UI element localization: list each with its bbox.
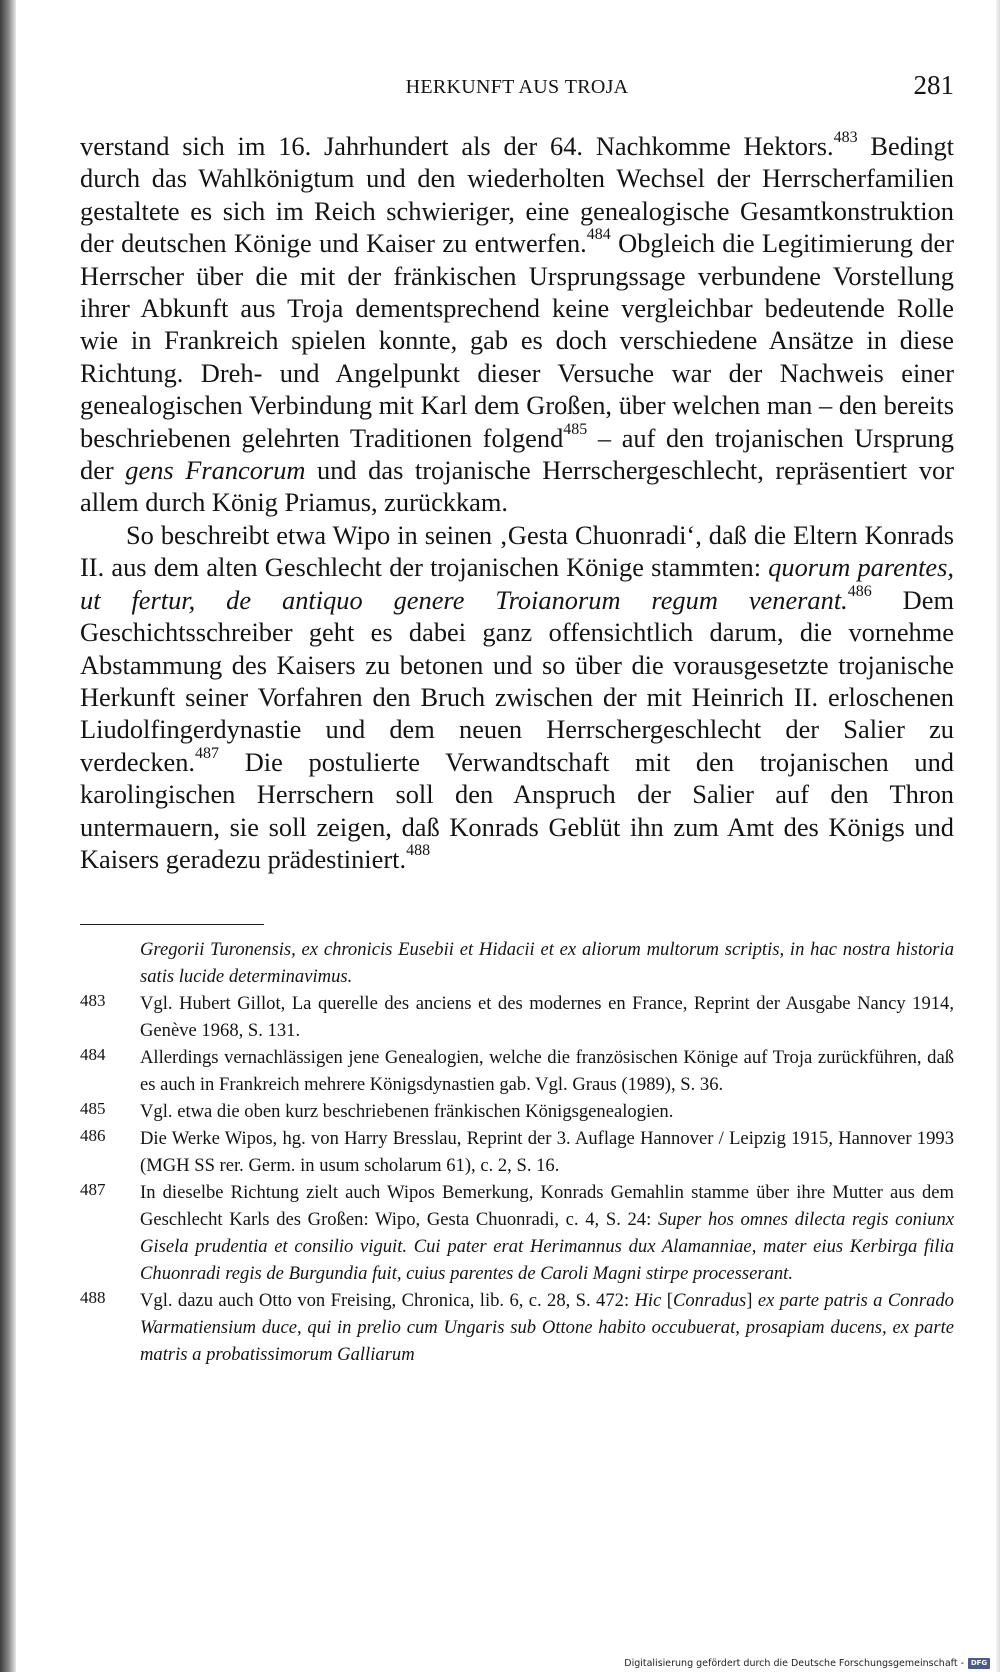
footnote-ref: 483 [833,129,858,147]
text-run: und das trojanische Herrschergeschlecht, repräsentiert vor allem durch König Priamus, zurückkam. [80,455,955,518]
latin-quote: Hic [634,1290,662,1311]
dfg-logo-icon: DFG [968,1658,990,1669]
footnote-ref: 487 [195,744,220,762]
footnote-486 [80,1125,954,1179]
footnote-number: 485 [80,1099,106,1118]
footnote-number: 488 [80,1288,106,1307]
latin-quote: Conradus [672,1290,747,1311]
latin-quote: ex parte patris a Conrado Warmatiensium duce, qui in prelio cum Ungaris sub Ottone habito occubuerat, prosapiam ducens, ex parte matris a probatissimorum Galliarum [140,1290,954,1365]
running-title [80,76,954,99]
book-binding-shadow [0,0,16,1672]
text-run: verstand sich im 16. Jahrhundert als der 64. Nachkomme Hektors. [80,131,834,161]
footnote-number: 486 [80,1126,106,1145]
text-run: – auf den trojanischen Ursprung der [80,422,954,486]
text-run: Dem Geschichtsschreiber geht es dabei ganz offensichtlich darum, die vornehme Abstammung des Kaisers zu betonen und so über die vorausgesetzte trojanische Herkunft seiner Vorfahren den Bruch zwischen der mit Heinrich II. erloschenen Liudolfingerdynastie und dem neuen Herrschergeschlecht der Salier zu verdecken. [80,584,954,777]
digitization-credit [624,1656,990,1670]
latin-quote: Super hos omnes dilecta regis coniunx Gisela prudentia et consilio viguit. Cui pater erat Herimannus dux Alamanniae, mater eius Kerbirga filia Chuonradi regis de Burgundia fuit, cuius parentes de Caroli Magni stirpe processerant. [140,1209,954,1284]
footnote-number: 487 [80,1180,106,1199]
text-run: Die postulierte Verwandtschaft mit den trojanischen und karolingischen Herrschern soll den Anspruch der Salier auf den Thron untermauern, sie soll zeigen, daß Konrads Geblüt ihn zum Amt des Königs und Kaisers geradezu prädestiniert. [80,746,954,874]
main-text [80,130,954,875]
footnote-separator [80,924,264,925]
footnote-ref: 488 [406,842,431,860]
footnote-text: Vgl. Hubert Gillot, La querelle des anciens et des modernes en France, Reprint der Ausgabe Nancy 1914, Genève 1968, S. 131. [140,993,954,1041]
bracket: ] [746,1290,758,1311]
footnote-carryover [80,936,954,990]
credit-text: Digitalisierung gefördert durch die Deutsche Forschungsgemeinschaft - [624,1657,964,1669]
footnote-text: Vgl. etwa die oben kurz beschriebenen fränkischen Königsgenealogien. [140,1101,674,1122]
footnote-ref: 486 [847,582,872,600]
footnote-text: Vgl. dazu auch Otto von Freising, Chronica, lib. 6, c. 28, S. 472: [140,1290,635,1311]
footnote-ref: 485 [563,420,588,438]
book-page [80,0,954,1672]
footnote-number: 484 [80,1045,106,1064]
footnote-text: Allerdings vernachlässigen jene Genealogien, welche die französischen Könige auf Troja zurückführen, daß es auch in Frankreich mehrere Königsdynastien gab. Vgl. Graus (1989), S. 36. [140,1047,954,1095]
footnote-488 [80,1287,954,1368]
footnote-484 [80,1044,954,1098]
text-run: Obgleich die Legitimierung der Herrscher über die mit der fränkischen Ursprungssage verbundene Vorstellung ihrer Abkunft aus Troja dementsprechend keine vergleichbar bedeutende Rolle wie in Frankreich spielen konnte, gab es doch verschiedene Ansätze in diese Richtung. Dreh- und Angelpunkt dieser Versuche war der Nachweis einer genealogischen Verbindung mit Karl dem Großen, über welchen man – den bereits beschriebenen gelehrten Traditionen folgend [80,228,954,453]
paragraph-2 [80,519,954,875]
running-title-part-2: ROJA [577,76,629,98]
footnote-483 [80,990,954,1044]
running-title-initial-1: H [405,76,421,98]
page-edge [996,0,1000,1672]
page-header [80,68,954,108]
latin-quote: Gregorii Turonensis, ex chronicis Eusebii et Hidacii et ex aliorum multorum scriptis, in hac nostra historia satis lucide determinavimus. [140,939,954,987]
text-run: Bedingt durch das Wahlkönigtum und den wiederholten Wechsel der Herrscherfamilien gestaltete es sich im Reich schwieriger, eine genealogische Gesamtkonstruktion der deutschen Könige und Kaiser zu entwerfen. [80,131,954,259]
footnote-text: In dieselbe Richtung zielt auch Wipos Bemerkung, Konrads Gemahlin stamme über ihre Mutter aus dem Geschlecht Karls des Großen: Wipo, Gesta Chuonradi, c. 4, S. 24: [140,1182,954,1230]
running-title-initial-2: T [564,76,578,98]
page-number: 281 [913,70,954,100]
bracket: [ [661,1290,673,1311]
italic-term: gens Francorum [125,455,306,486]
text-run: So beschreibt etwa Wipo in seinen ‚Gesta Chuonradi‘, daß die Eltern Konrads II. aus dem alten Geschlecht der trojanischen Könige stammten: [80,519,954,583]
footnote-485 [80,1098,954,1125]
footnotes [80,936,954,1368]
footnote-ref: 484 [586,226,611,244]
running-title-part-1: ERKUNFT AUS [420,76,565,98]
footnote-487 [80,1179,954,1287]
paragraph-1 [80,130,954,519]
latin-quote: quorum parentes, ut fertur, de antiquo genere Troianorum regum venerant. [80,552,954,615]
footnote-number: 483 [80,991,106,1010]
footnote-text: Die Werke Wipos, hg. von Harry Bresslau, Reprint der 3. Auflage Hannover / Leipzig 1915, Hannover 1993 (MGH SS rer. Germ. in usum scholarum 61), c. 2, S. 16. [140,1128,954,1176]
